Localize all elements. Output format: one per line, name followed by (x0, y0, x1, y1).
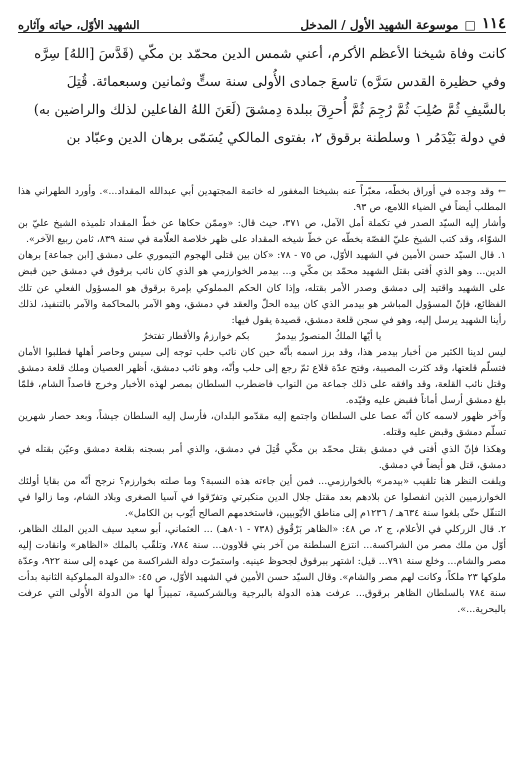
footnote-paragraph: ليس لدينا الكثير من أخبار بيدمر هذا، وقد برز اسمه بأنّه حين كان نائب حلب توجه إلى سيس وحاصر أهلها فطلبوا الأمان فتسلّم قلعتها، وقد كثرت المصيبة، وفتح عدّة قلاع ثمّ رجع إلى حلب وأنّه، وهو نائب دمشق، أظهر العصيان وملك قلعة دمشق وقتل نائب القلعة، وقد وافقه على ذلك جماعة من النواب فاضطرب السلطان بمصر لهذه الأخبار وخرج قاصداً الشام، فلمّا بلغ دمشق أرسل أماناً فقبض عليه وقيّده. (18, 346, 506, 407)
footnote-paragraph: ٢. قال الزركلي في الأعلام، ج ٢، ص ٤٨: «الظاهر بَرْقُوق (٧٣٨ - ٨٠١هـ) ... العثماني، أبو سعيد سيف الدين الملك الظاهر، أوّل من ملك مصر من الشراكسة... انتزع السلطنة من آخر بني قلاوون... سنة ٧٨٤، وتلقّب بالملك «الظاهر» وانقادت إليه مصر والشام... وخلع سنة ٧٩١... قيل: اشتهر ببرقوق لجحوظ عينيه. واستمرّت دولة الشراكسة من عهده إلى سنة ٩٢٢، وعدّة ملوكها ٢٣ ملكاً، وكانت لهم مصر والشام». وقال السيّد حسن الأمين في الشهيد الأوّل، ص ٤٥: «الدولة المملوكية الثانية بدأت سنة ٧٨٤ بالسلطان الظاهر برقوق... عرفت هذه الدولة بالبرجية وبالشركسية، تمييزاً لها من الدولة الأُولى التي عرفت بالبحرية...». (18, 523, 506, 616)
header-right (300, 14, 506, 32)
footnote-paragraph: ويلفت النظر هنا تلقيب «بيدمر» بالخوارزمي... فمن أين جاءته هذه النسبة؟ وما صلته بخوارزم؟ نرجح أنّه من بقايا أولئك الخوارزميين الذين انفصلوا عن بلادهم بعد مقتل جلال الدين منكبرتي وتفرّقوا في آسيا الصغرى وبلاد الشام، وما زالوا في التنقّل حتّى بلغوا سنة ٦٣٤هـ / ١٢٣٦م إلى مناطق الأيّوبيين، فاستخدمهم الصالح أيّوب بن الكامل». (18, 475, 506, 519)
footnote-paragraph: ← وقد وجده في أوراق بخطّه، معبّراً عنه بشيخنا المغفور له خاتمة المجتهدين أبي عبدالله المقداد...». وأورد الطهراني هذا المطلب أيضاً في الضياء اللامع، ص ٩٣. (18, 186, 506, 214)
poem-hemistich-right: يا أيّها الملكُ المنصورُ بيدمرٌ (275, 330, 382, 342)
series-title: موسوعة الشهيد الأول / المدخل (300, 18, 459, 32)
square-marker: □ (464, 18, 476, 32)
poem-hemistich-left: بكم خوارزمُ والأقطار تفتخرُ (142, 330, 250, 342)
main-text-line: بالسَّيفِ ثُمَّ صُلِبَ ثُمَّ رُجِمَ ثُمَّ أُحرِقَ ببلدة دِمشقَ (لَعَنَ اللهُ الفاعلين لذلك والراضين به) (33, 102, 506, 118)
footnote-paragraph: وأشار إليه السيّد الصدر في تكملة أمل الآمل، ص ٣٧١، حيث قال: «وممّن حكاها عن خطّ المقداد تلميذه الشيخ عليّ بن الشوّاء، وقد كتب الشيخ عليّ القصّة بخطّه عن خطّ شيخه المقداد على ظهر خلاصة العلّامة في سنة ٨٣٩، ثامن ربيع الآخر». (18, 218, 506, 246)
page-number: ١١٤ (481, 14, 506, 32)
poem-verse (18, 329, 506, 345)
main-text-line: وفي حظيرة القدس سَرَّه) تاسعَ جمادى الأُولى سنة ستٍّ وثمانين وسبعمائة. قُتِلَ (66, 74, 506, 90)
main-text (22, 40, 506, 180)
main-text-line: كانت وفاة شيخنا الأعظم الأكرم، أعني شمس الدين محمّد بن مكّي (قَدَّسَ [اللهُ] سِرَّه (34, 46, 506, 62)
main-text-line: في دولة بَيْدَمُر ١ وسلطنة برقوق ٢، بفتوى المالكي يُسَمّى برهان الدين وعبّاد بن (66, 130, 506, 146)
footnotes (18, 184, 506, 780)
footnote-paragraph: وهكذا فإنّ الذي أفتى في دمشق بقتل محمّد بن مكّي قُتِلَ في دمشق، والذي أمر بسجنه بقلعة دمشق وعيّن بقتله في دمشق، قتل هو أيضاً في دمشق. (18, 443, 506, 471)
footnote-paragraph: ١. قال السيّد حسن الأمين في الشهيد الأوّل، ص ٧٥ - ٧٨: «كان بين قتلى الهجوم التيموري على دمشق [ابن جماعة] برهان الدين... وهو الذي أفتى بقتل الشهيد محمّد بن مكّي و... بيدمر الخوارزمي هو الذي كان نائب برقوق في دمشق حين قبض على الشهيد واقتيد إلى دمشق وصدر الأمر بقتله، وإذا كان الحكم المملوكي بإمرة برقوق هو المسؤول الفعلي عن تلك الفظائع، فإنّ المسؤول المباشر هو بيدمر الذي كان بيده الحلّ والعقد في دمشق، وهو الآمر بالمحاكمة والآمر بالتنفيذ، لذلك رأينا الشهيد يرسل إليه، وهو في سجن قلعة دمشق، قصيدة يقول فيها: (18, 250, 506, 326)
chapter-title: الشهيد الأوّل، حياته وآثاره (18, 18, 140, 32)
footnote-paragraph: وآخر ظهور لاسمه كان أنّه عصا على السلطان واجتمع إليه مقدّمو البلدان، فأرسل إليه السلطان جيشاً، وبعد حصار شهرين تسلّم دمشق وقبض عليه وقتله. (18, 411, 506, 439)
footnote-separator (356, 181, 506, 182)
page-header (18, 6, 506, 33)
